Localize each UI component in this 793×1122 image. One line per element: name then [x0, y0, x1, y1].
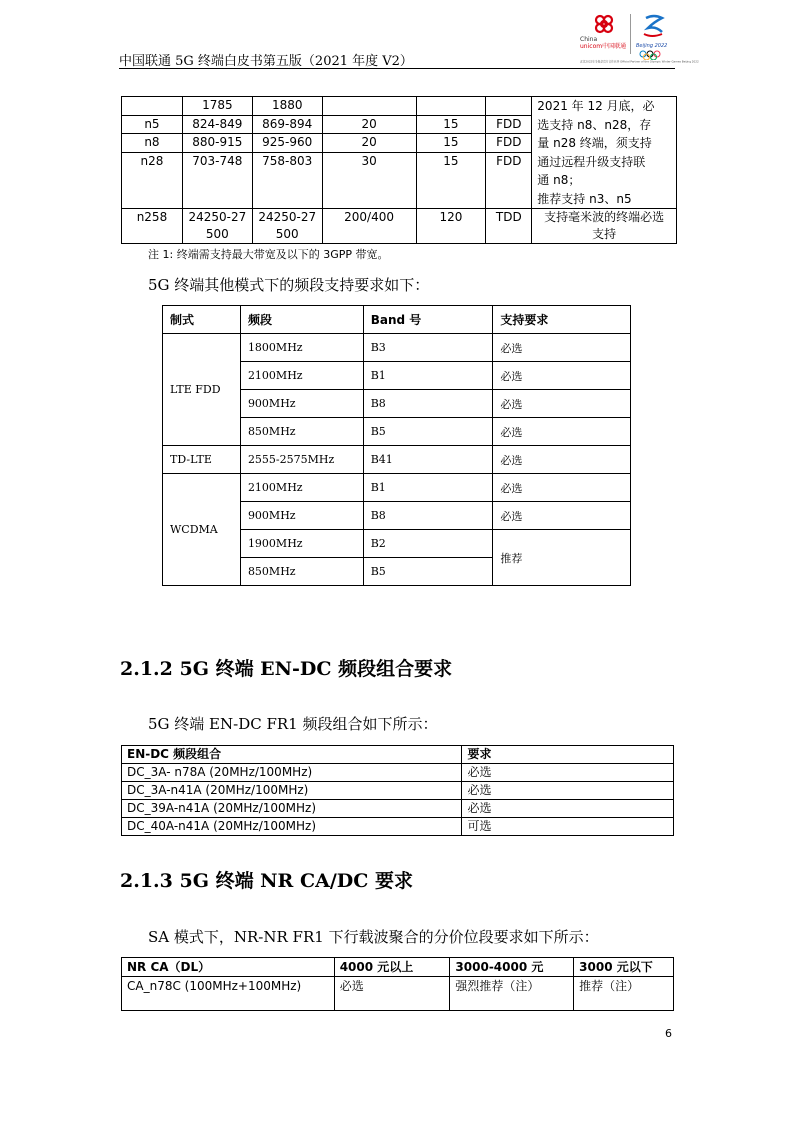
nr-ca-table: [121, 957, 674, 1011]
header-logo: [578, 12, 699, 68]
beijing-2022-text: Beijing 2022: [636, 43, 668, 49]
china-unicom-wordmark: China unicom中国联通: [580, 36, 627, 50]
logo-partner-line: 北京2022年冬奥会官方合作伙伴 Official Partner of the Olympic Winter Games Beijing 2022: [580, 60, 699, 64]
table-row: n258 24250-27500 24250-27500 200/400 120 TDD 支持毫米波的终端必选支持: [122, 209, 677, 244]
olympic-rings-icon: [638, 50, 668, 60]
section-heading-2-1-2: 2.1.2 5G 终端 EN-DC 频段组合要求: [120, 658, 453, 680]
table-header-row: NR CA（DL） 4000 元以上 3000-4000 元 3000 元以下: [122, 958, 674, 977]
paragraph-nr-ca: SA 模式下，NR-NR FR1 下行载波聚合的分价位段要求如下所示：: [148, 928, 599, 946]
table-row: DC_3A-n41A (20MHz/100MHz) 必选: [122, 782, 674, 800]
table-row: n5 824-849 869-894 20 15 FDD: [122, 115, 677, 134]
table-row: 1900MHz B2 推荐: [163, 530, 631, 558]
table-row: n28 703-748 758-803 30 15 FDD: [122, 153, 677, 209]
nr-band-table: [121, 96, 677, 244]
table-footnote: 注 1: 终端需支持最大带宽及以下的 3GPP 带宽。: [148, 248, 389, 261]
mmwave-requirement-note: 支持毫米波的终端必选支持: [532, 209, 677, 244]
page-number: 6: [665, 1027, 672, 1040]
table-row: CA_n78C (100MHz+100MHz) 必选 强烈推荐（注） 推荐（注）: [122, 977, 674, 1011]
paragraph-endc: 5G 终端 EN-DC FR1 频段组合如下所示：: [148, 715, 438, 733]
running-header: 中国联通 5G 终端白皮书第五版（2021 年度 V2）: [119, 54, 413, 69]
table-row: LTE FDD 1800MHz B3 必选: [163, 334, 631, 362]
table-row: 2100MHz B1 必选: [163, 362, 631, 390]
table-header-row: EN-DC 频段组合 要求: [122, 746, 674, 764]
other-mode-band-table: [162, 305, 631, 586]
section-heading-2-1-3: 2.1.3 5G 终端 NR CA/DC 要求: [120, 870, 413, 892]
lowband-requirement-note: 2021 年 12 月底，必 选支持 n8、n28，存 量 n28 终端，须支持 通过远程升级支持联 通 n8； 推荐支持 n3、n5: [532, 97, 677, 209]
table-row: 850MHz B5 必选: [163, 418, 631, 446]
table-row: TD-LTE 2555-2575MHz B41 必选: [163, 446, 631, 474]
table-row: DC_3A- n78A (20MHz/100MHz) 必选: [122, 764, 674, 782]
table-row: WCDMA 2100MHz B1 必选: [163, 474, 631, 502]
header-rule: [119, 68, 675, 69]
table-row: 850MHz B5: [163, 558, 631, 586]
china-unicom-knot-icon: [588, 12, 628, 38]
logo-divider: [630, 14, 631, 54]
table-row: n8 880-915 925-960 20 15 FDD: [122, 134, 677, 153]
paragraph-other-modes: 5G 终端其他模式下的频段支持要求如下：: [148, 276, 430, 294]
table-row: 1785 1880 2021 年 12 月底，必 选支持 n8、n28，存 量 n28 终端，须支持 通过远程升级支持联 通 n8； 推荐支持 n3、n5: [122, 97, 677, 116]
endc-band-combo-table: [121, 745, 674, 836]
beijing-2022-emblem-icon: [636, 12, 670, 42]
table-header-row: 制式 频段 Band 号 支持要求: [163, 306, 631, 334]
table-row: 900MHz B8 必选: [163, 502, 631, 530]
table-row: DC_39A-n41A (20MHz/100MHz) 必选: [122, 800, 674, 818]
table-row: 900MHz B8 必选: [163, 390, 631, 418]
table-row: DC_40A-n41A (20MHz/100MHz) 可选: [122, 818, 674, 836]
